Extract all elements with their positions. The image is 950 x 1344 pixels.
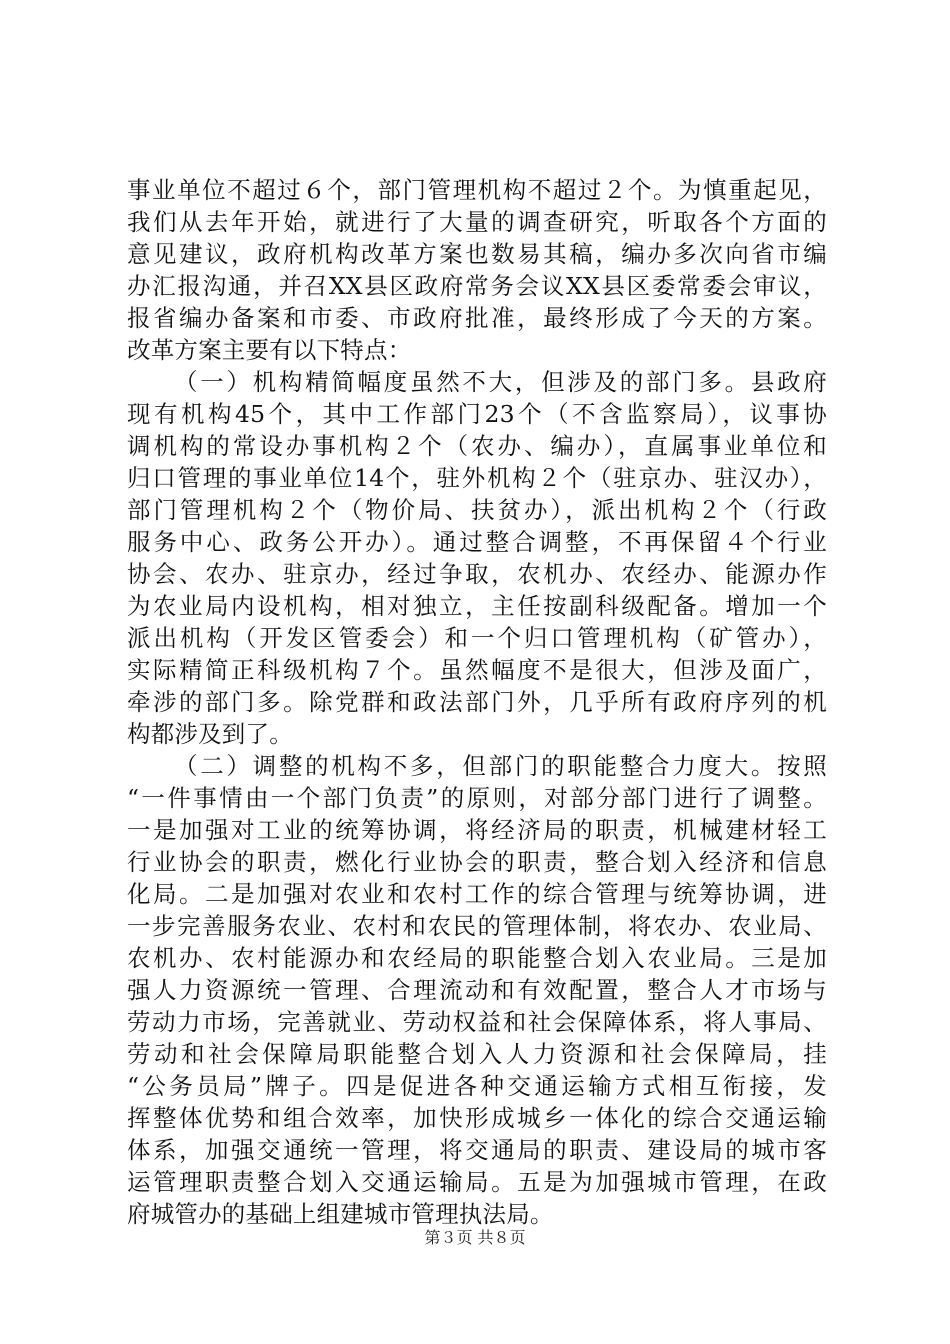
text-line: 体系，加强交通统一管理，将交通局的职责、建设局的城市客 (127, 1136, 827, 1164)
text-line: （一）机构精简幅度虽然不大，但涉及的部门多。县政府 (174, 368, 827, 396)
page-number-footer: 第３页 共８页 (424, 1228, 526, 1247)
text-line: 农机办、农村能源办和农经局的职能整合划入农业局。三是加 (127, 944, 827, 972)
text-line: 改革方案主要有以下特点： (127, 336, 412, 364)
text-line: 构都涉及到了。 (127, 720, 293, 748)
text-line: 调机构的常设办事机构２个（农办、编办），直属事业单位和 (127, 432, 827, 460)
text-line: 化局。二是加强对农业和农村工作的综合管理与统筹协调，进 (127, 880, 827, 908)
text-line: 劳动力市场，完善就业、劳动权益和社会保障体系，将人事局、 (127, 1008, 827, 1036)
text-line: “一件事情由一个部门负责”的原则，对部分部门进行了调整。 (127, 784, 827, 812)
text-line: “公务员局”牌子。四是促进各种交通运输方式相互衔接，发 (127, 1072, 827, 1100)
text-line: 为农业局内设机构，相对独立，主任按副科级配备。增加一个 (127, 592, 827, 620)
text-line: 一是加强对工业的统筹协调，将经济局的职责，机械建材轻工 (127, 816, 827, 844)
text-line: （二）调整的机构不多，但部门的职能整合力度大。按照 (174, 752, 827, 780)
text-line: 部门管理机构２个（物价局、扶贫办），派出机构２个（行政 (127, 496, 827, 524)
text-line: 挥整体优势和组合效率，加快形成城乡一体化的综合交通运输 (127, 1104, 827, 1132)
text-line: 一步完善服务农业、农村和农民的管理体制，将农办、农业局、 (127, 912, 827, 940)
text-line: 派出机构（开发区管委会）和一个归口管理机构（矿管办）， (127, 624, 827, 652)
text-line: 府城管办的基础上组建城市管理执法局。 (127, 1200, 554, 1228)
document-body (127, 174, 827, 1230)
text-line: 实际精简正科级机构７个。虽然幅度不是很大，但涉及面广， (127, 656, 827, 684)
text-line: 事业单位不超过６个，部门管理机构不超过２个。为慎重起见， (127, 176, 827, 204)
text-line: 行业协会的职责，燃化行业协会的职责，整合划入经济和信息 (127, 848, 827, 876)
text-line: 意见建议，政府机构改革方案也数易其稿，编办多次向省市编 (127, 240, 827, 268)
text-line: 服务中心、政务公开办）。通过整合调整，不再保留４个行业 (127, 528, 827, 556)
text-line: 我们从去年开始，就进行了大量的调查研究，听取各个方面的 (127, 208, 827, 236)
text-line: 办汇报沟通，并召XX县区政府常务会议XX县区委常委会审议， (127, 272, 827, 300)
text-line: 强人力资源统一管理、合理流动和有效配置，整合人才市场与 (127, 976, 827, 1004)
text-line: 运管理职责整合划入交通运输局。五是为加强城市管理，在政 (127, 1168, 827, 1196)
text-line: 牵涉的部门多。除党群和政法部门外，几乎所有政府序列的机 (127, 688, 827, 716)
text-line: 现有机构45个，其中工作部门23个（不含监察局），议事协 (127, 400, 827, 428)
text-line: 归口管理的事业单位14个，驻外机构２个（驻京办、驻汉办）， (127, 464, 827, 492)
text-line: 劳动和社会保障局职能整合划入人力资源和社会保障局，挂 (127, 1040, 827, 1068)
text-line: 报省编办备案和市委、市政府批准，最终形成了今天的方案。 (127, 304, 827, 332)
text-line: 协会、农办、驻京办，经过争取，农机办、农经办、能源办作 (127, 560, 827, 588)
